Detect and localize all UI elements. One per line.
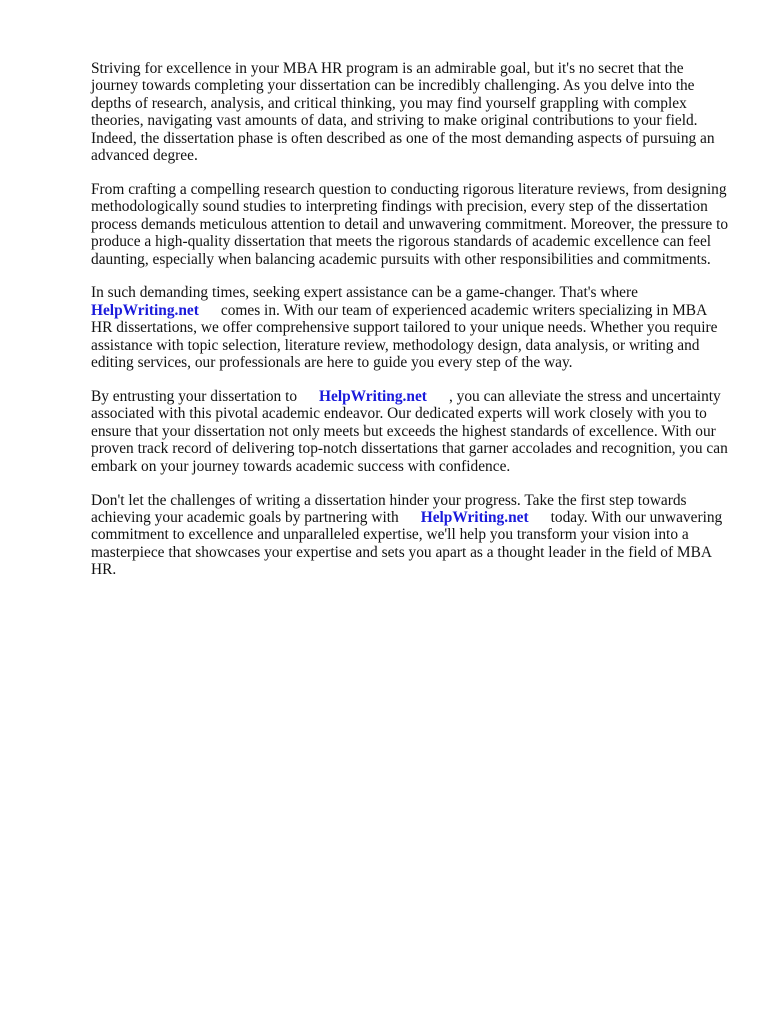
paragraph-closing-before: Don't let the challenges of writing a dissertation hinder your progress. Take the first step towards achieving your academic goals by partnering with xyxy=(91,491,687,526)
paragraph-entrusting-after: , you can alleviate the stress and uncertainty associated with this pivotal academic endeavor. Our dedicated experts will work closely with you to ensure that your dissertation not only meets but exceeds the highest standards of excellence. With our proven track record of delivering top-notch dissertations that garner accolades and recognition, you can embark on your journey towards academic success with confidence. xyxy=(91,388,728,475)
document-body xyxy=(91,60,731,595)
helpwriting-link-3[interactable]: HelpWriting.net xyxy=(420,508,529,526)
paragraph-intro-text: Striving for excellence in your MBA HR program is an admirable goal, but it's no secret that the journey towards completing your dissertation can be incredibly challenging. As you delve into the depths of research, analysis, and critical thinking, you may find yourself grappling with complex theories, navigating vast amounts of data, and striving to make original contributions to your field. Indeed, the dissertation phase is often described as one of the most demanding aspects of pursuing an advanced degree. xyxy=(91,60,715,165)
paragraph-assistance-after: comes in. With our team of experienced academic writers specializing in MBA HR dissertations, we offer comprehensive support tailored to your unique needs. Whether you require assistance with topic selection, literature review, methodology design, data analysis, or writing and editing services, our professionals are here to guide you every step of the way. xyxy=(91,301,718,372)
paragraph-intro xyxy=(91,60,731,164)
paragraph-closing xyxy=(91,492,731,579)
helpwriting-link-2[interactable]: HelpWriting.net xyxy=(319,388,427,405)
helpwriting-link-1[interactable]: HelpWriting.net xyxy=(91,301,199,319)
paragraph-closing-after: today. With our unwavering commitment to excellence and unparalleled expertise, we'll help you transform your vision into a masterpiece that showcases your expertise and sets you apart as a thought leader in the field of MBA HR. xyxy=(91,508,723,579)
paragraph-process-text: From crafting a compelling research question to conducting rigorous literature reviews, from designing methodologically sound studies to interpreting findings with precision, every step of the dissertation process demands meticulous attention to detail and unwavering commitment. Moreover, the pressure to produce a high-quality dissertation that meets the rigorous standards of academic excellence can feel daunting, especially when balancing academic pursuits with other responsibilities and commitments. xyxy=(91,180,729,268)
paragraph-assistance-before: In such demanding times, seeking expert assistance can be a game-changer. That's where xyxy=(91,284,638,302)
paragraph-process xyxy=(91,181,731,268)
paragraph-entrusting xyxy=(91,388,731,475)
paragraph-entrusting-before: By entrusting your dissertation to xyxy=(91,388,298,405)
paragraph-assistance xyxy=(91,284,731,371)
